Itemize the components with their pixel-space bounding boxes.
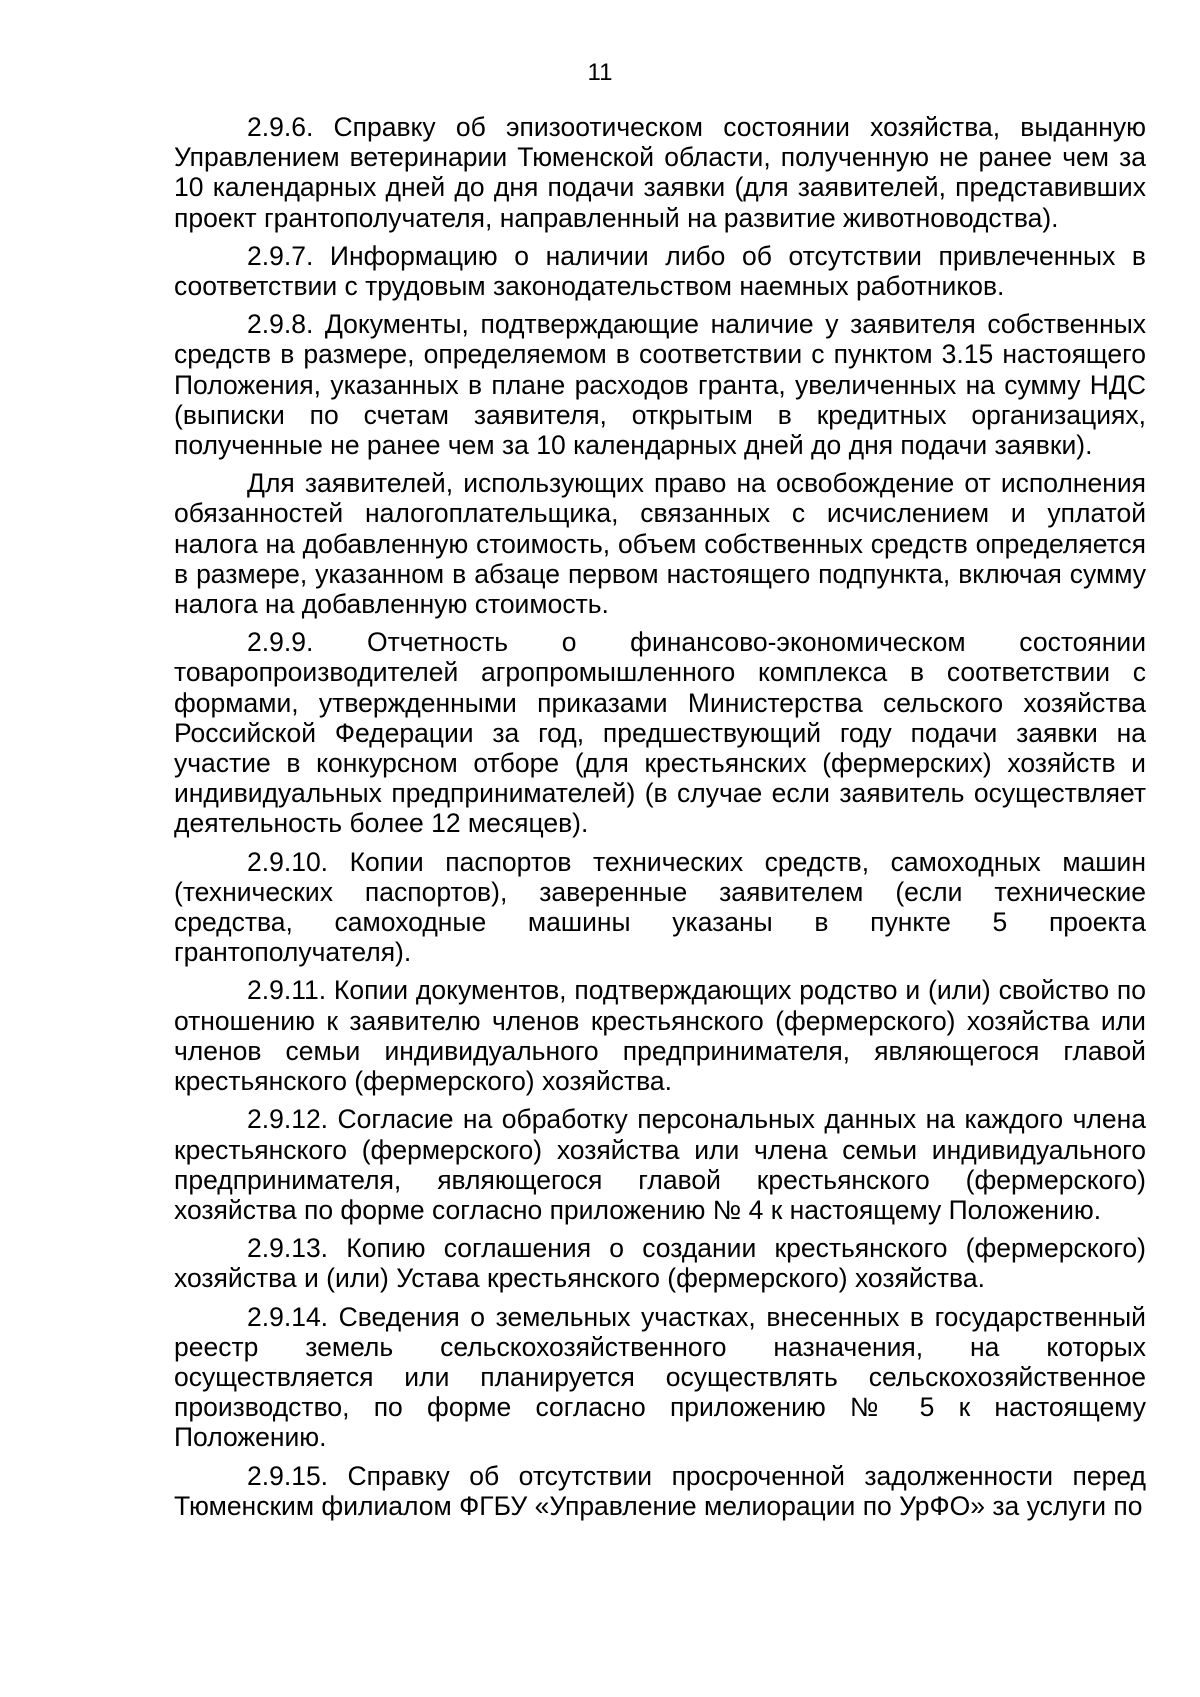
paragraph-2-9-9: 2.9.9. Отчетность о финансово-экономическом состоянии товаропроизводителей агропромышленного комплекса в соответствии с формами, утвержденными приказами Министерства сельского хозяйства Российской Федерации за год, предшествующий году подачи заявки на участие в конкурсном отборе (для крестьянских (фермерских) хозяйств и индивидуальных предпринимателей) (в случае если заявитель осуществляет деятельность более 12 месяцев). bbox=[174, 627, 1146, 839]
page-number: 11 bbox=[587, 59, 613, 86]
paragraph-2-9-6: 2.9.6. Справку об эпизоотическом состоянии хозяйства, выданную Управлением ветеринарии Тюменской области, полученную не ранее чем за 10 календарных дней до дня подачи заявки (для заявителей, представивших проект грантополучателя, направленный на развитие животноводства). bbox=[174, 112, 1146, 233]
paragraph-2-9-12: 2.9.12. Согласие на обработку персональных данных на каждого члена крестьянского (фермерского) хозяйства или члена семьи индивидуального предпринимателя, являющегося главой крестьянского (фермерского) хозяйства по форме согласно приложению № 4 к настоящему Положению. bbox=[174, 1104, 1146, 1225]
paragraph-2-9-8: 2.9.8. Документы, подтверждающие наличие у заявителя собственных средств в размере, определяемом в соответствии с пунктом 3.15 настоящего Положения, указанных в плане расходов гранта, увеличенных на сумму НДС (выписки по счетам заявителя, открытым в кредитных организациях, полученные не ранее чем за 10 календарных дней до дня подачи заявки). bbox=[174, 309, 1146, 461]
paragraph-2-9-8-vat-exemption: Для заявителей, использующих право на освобождение от исполнения обязанностей налогоплательщика, связанных с исчислением и уплатой налога на добавленную стоимость, объем собственных средств определяется в размере, указанном в абзаце первом настоящего подпункта, включая сумму налога на добавленную стоимость. bbox=[174, 468, 1146, 620]
paragraph-2-9-13: 2.9.13. Копию соглашения о создании крестьянского (фермерского) хозяйства и (или) Устава крестьянского (фермерского) хозяйства. bbox=[174, 1233, 1146, 1294]
paragraph-2-9-14: 2.9.14. Сведения о земельных участках, внесенных в государственный реестр земель сельскохозяйственного назначения, на которых осуществляется или планируется осуществлять сельскохозяйственное производство, по форме согласно приложению № 5 к настоящему Положению. bbox=[174, 1301, 1146, 1453]
document-body bbox=[174, 112, 1146, 1529]
paragraph-2-9-7: 2.9.7. Информацию о наличии либо об отсутствии привлеченных в соответствии с трудовым законодательством наемных работников. bbox=[174, 240, 1146, 302]
paragraph-2-9-11: 2.9.11. Копии документов, подтверждающих родство и (или) свойство по отношению к заявителю членов крестьянского (фермерского) хозяйства или членов семьи индивидуального предпринимателя, являющегося главой крестьянского (фермерского) хозяйства. bbox=[174, 975, 1146, 1097]
paragraph-2-9-15: 2.9.15. Справку об отсутствии просроченной задолженности перед Тюменским филиалом ФГБУ «Управление мелиорации по УрФО» за услуги по bbox=[174, 1460, 1146, 1521]
paragraph-2-9-10: 2.9.10. Копии паспортов технических средств, самоходных машин (технических паспортов), заверенные заявителем (если технические средства, самоходные машины указаны в пункте 5 проекта грантополучателя). bbox=[174, 846, 1146, 968]
